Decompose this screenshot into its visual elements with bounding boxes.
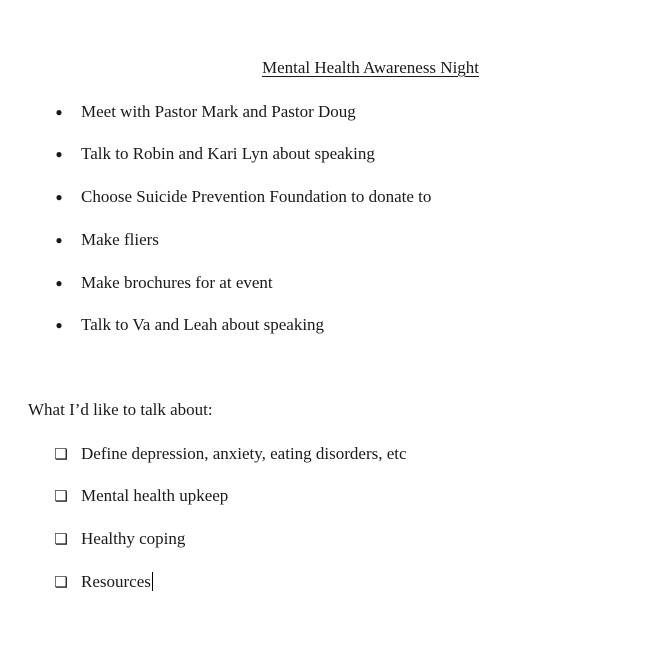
checklist-item-text: Mental health upkeep: [81, 486, 229, 505]
list-item-text: Meet with Pastor Mark and Pastor Doug: [81, 102, 356, 121]
bullet-icon: ●: [55, 190, 63, 204]
bullet-icon: ●: [55, 105, 63, 119]
list-item-text: Make fliers: [81, 230, 159, 249]
checklist-item-text: Resources: [81, 572, 151, 591]
bullet-icon: ●: [55, 318, 63, 332]
list-item-text: Choose Suicide Prevention Foundation to donate to: [81, 187, 432, 206]
section-heading: What I’d like to talk about:: [28, 400, 213, 419]
bullet-icon: ●: [55, 147, 63, 161]
checkbox-icon[interactable]: ❏: [54, 573, 68, 591]
checkbox-icon[interactable]: ❏: [54, 445, 68, 463]
list-item-text: Talk to Va and Leah about speaking: [81, 315, 325, 334]
document-title: Mental Health Awareness Night: [262, 58, 480, 77]
list-item-text: Make brochures for at event: [81, 273, 273, 292]
bullet-icon: ●: [55, 276, 63, 290]
bullet-icon: ●: [55, 233, 63, 247]
text-cursor: [152, 572, 154, 591]
checklist-item-line: [81, 571, 153, 593]
checklist-item-text: Healthy coping: [81, 529, 186, 548]
checkbox-icon[interactable]: ❏: [54, 487, 68, 505]
list-item-text: Talk to Robin and Kari Lyn about speaking: [81, 144, 375, 163]
checkbox-icon[interactable]: ❏: [54, 530, 68, 548]
checklist-item-text: Define depression, anxiety, eating disorders, etc: [81, 444, 407, 463]
